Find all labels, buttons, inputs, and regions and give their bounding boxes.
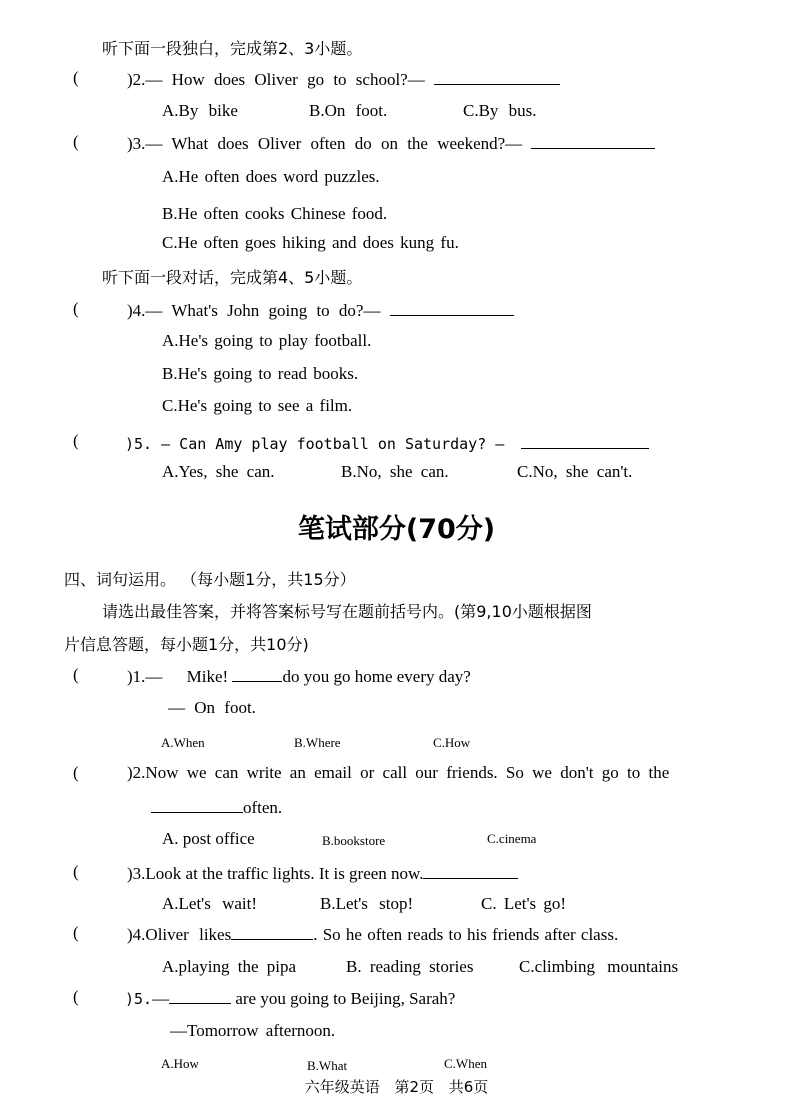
- answer-line: — On foot.: [168, 698, 256, 717]
- option-c: C. Let's go!: [481, 894, 567, 913]
- question-number: )2.—: [127, 70, 163, 89]
- question-post: often.: [243, 798, 283, 817]
- option-b: B.He's going to read books.: [162, 364, 359, 383]
- option-b: B. reading stories: [346, 957, 474, 976]
- question-number: )5.: [125, 990, 153, 1008]
- answer-blank[interactable]: [169, 987, 231, 1004]
- option-a: A.When: [161, 735, 205, 750]
- option-c: C.cinema: [487, 831, 537, 846]
- answer-paren: (: [73, 299, 79, 318]
- option-a: A.Let's wait!: [162, 894, 258, 913]
- question-number: )1.—: [127, 667, 163, 686]
- option-b: B.bookstore: [322, 833, 386, 848]
- written-part-title: 笔试部分(70分): [297, 514, 496, 545]
- answer-paren: (: [73, 763, 79, 782]
- answer-paren: (: [73, 987, 79, 1006]
- question-pre: Mike!: [186, 667, 229, 686]
- page-footer: 六年级英语 第2页 共6页: [304, 1078, 489, 1096]
- option-a: A.He often does word puzzles.: [162, 167, 380, 186]
- option-a: A.He's going to play football.: [162, 331, 372, 350]
- question-number: )4.—: [127, 301, 163, 320]
- answer-paren: (: [73, 862, 79, 881]
- listening-intro-4-5: 听下面一段对话，完成第4、5小题。: [102, 268, 363, 287]
- answer-blank[interactable]: [231, 923, 313, 940]
- answer-blank[interactable]: [423, 862, 518, 879]
- option-b: B.Let's stop!: [320, 894, 414, 913]
- answer-paren: (: [73, 431, 79, 450]
- option-c: C.He's going to see a film.: [162, 396, 353, 415]
- answer-paren: (: [73, 923, 79, 942]
- option-b: B.He often cooks Chinese food.: [162, 204, 388, 223]
- question-number: )5.: [125, 435, 153, 453]
- question-pre: —: [152, 989, 170, 1008]
- written-question-4: [127, 923, 618, 945]
- answer-paren: (: [73, 68, 79, 87]
- written-question-1: [127, 665, 471, 687]
- question-2: [127, 68, 560, 90]
- instructions-line-2: 片信息答题，每小题1分，共10分): [64, 635, 309, 654]
- option-a: A. post office: [162, 829, 255, 848]
- option-a: A.Yes, she can.: [162, 462, 275, 481]
- question-number: )3.Look at the traffic lights. It is green now.: [127, 864, 424, 883]
- answer-paren: (: [73, 132, 79, 151]
- option-a: A.By bike: [162, 101, 238, 120]
- option-c: C.No, she can't.: [517, 462, 633, 481]
- written-question-5: [125, 987, 455, 1009]
- option-c: C.By bus.: [463, 101, 537, 120]
- section-heading: 四、词句运用。 （每小题1分，共15分）: [64, 570, 356, 589]
- option-a: A.How: [161, 1056, 199, 1071]
- written-question-2: )2.Now we can write an email or call our friends. So we don't go to the: [127, 763, 670, 782]
- answer-blank[interactable]: [531, 132, 655, 149]
- written-question-2-cont: [151, 796, 282, 818]
- answer-blank[interactable]: [434, 68, 560, 85]
- answer-blank[interactable]: [521, 432, 649, 449]
- question-stem: What does Oliver often do on the weekend?—: [171, 134, 523, 153]
- option-c: C.How: [433, 735, 471, 750]
- question-post: . So he often reads to his friends after class.: [313, 925, 619, 944]
- option-b: B.Where: [294, 735, 341, 750]
- option-a: A.playing the pipa: [162, 957, 297, 976]
- question-4: [127, 299, 514, 321]
- question-stem: What's John going to do?—: [171, 301, 381, 320]
- question-post: are you going to Beijing, Sarah?: [235, 989, 456, 1008]
- question-post: do you go home every day?: [282, 667, 471, 686]
- answer-line: —Tomorrow afternoon.: [170, 1021, 336, 1040]
- instructions-line-1: 请选出最佳答案，并将答案标号写在题前括号内。(第9,10小题根据图: [102, 602, 592, 621]
- question-stem: How does Oliver go to school?—: [171, 70, 425, 89]
- option-b: B.On foot.: [309, 101, 388, 120]
- question-stem: — Can Amy play football on Saturday? —: [161, 435, 505, 453]
- answer-paren: (: [73, 665, 79, 684]
- answer-blank[interactable]: [151, 796, 243, 813]
- question-number: )4.Oliver likes: [127, 925, 232, 944]
- written-question-3: [127, 862, 518, 884]
- question-number: )3.—: [127, 134, 163, 153]
- option-b: B.No, she can.: [341, 462, 449, 481]
- answer-blank[interactable]: [232, 665, 282, 682]
- option-c: C.When: [444, 1056, 487, 1071]
- question-5: [125, 432, 649, 453]
- answer-blank[interactable]: [390, 299, 514, 316]
- option-c: C.climbing mountains: [519, 957, 679, 976]
- option-c: C.He often goes hiking and does kung fu.: [162, 233, 459, 252]
- option-b: B.What: [307, 1058, 348, 1073]
- listening-intro-2-3: 听下面一段独白，完成第2、3小题。: [102, 39, 363, 58]
- question-3: [127, 132, 655, 154]
